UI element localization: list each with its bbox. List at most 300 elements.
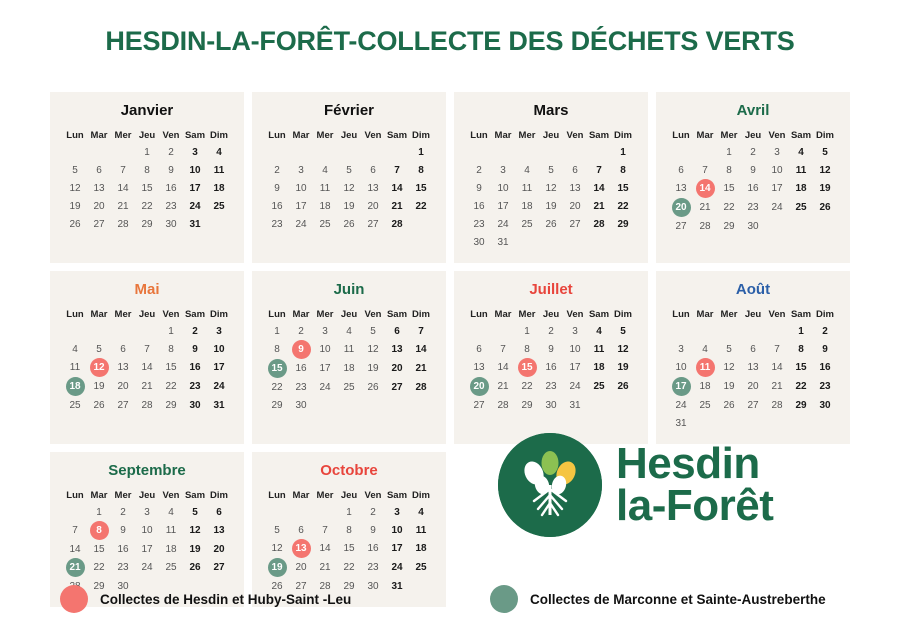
weekday-header: Jeu: [744, 129, 762, 141]
calendar-day-cell: 12: [69, 182, 81, 194]
calendar-day-cell: 29: [93, 580, 105, 592]
calendar-week-row: [63, 179, 231, 197]
calendar-day-cell: 22: [93, 562, 105, 573]
weekday-header: Dim: [816, 129, 834, 141]
calendar-day-cell: 12: [545, 182, 557, 194]
calendar-week-row: [669, 322, 837, 340]
calendar-day-cell: 17: [319, 363, 331, 374]
calendar-empty-cell: [361, 396, 385, 414]
weekday-header: Ven: [364, 308, 382, 320]
calendar-day-cell: 20: [367, 200, 379, 212]
month-name: Mars: [533, 102, 569, 119]
months-row-1: [50, 92, 850, 263]
calendar-day-cell: 22: [165, 381, 177, 392]
calendar-day-cell: 1: [524, 325, 530, 337]
calendar-week-row: [467, 340, 635, 358]
weekday-header: Lun: [268, 129, 286, 141]
calendar-day-cell: 28: [497, 399, 509, 411]
calendar-day-cell: 22: [617, 200, 629, 212]
calendar-day-cell: 26: [271, 580, 283, 592]
calendar-day-cell: 25: [415, 562, 427, 573]
calendar-day-cell: 18: [699, 381, 711, 392]
weekday-header: Jeu: [138, 489, 156, 501]
calendar-day-cell: 21: [415, 363, 427, 374]
calendar-day-cell: 7: [72, 525, 78, 536]
calendar-day-cell: 3: [500, 164, 506, 176]
calendar-day-cell: 10: [391, 524, 403, 536]
weekday-header: Ven: [162, 489, 180, 501]
calendar-day-cell: 4: [216, 146, 222, 158]
calendar-day-cell: 8: [524, 343, 530, 355]
calendar-day-cell: [693, 179, 717, 198]
calendar-day-cell: [63, 558, 87, 577]
calendar-week-row: [467, 215, 635, 233]
calendar-day-cell: 3: [678, 343, 684, 355]
calendar-day-cell: 25: [521, 218, 533, 230]
weekday-header: Ven: [364, 129, 382, 141]
month-name: Mai: [134, 281, 160, 298]
weekday-header: Mar: [696, 308, 714, 320]
calendar-day-cell: 14: [69, 543, 81, 555]
calendar-week-row: [265, 503, 433, 521]
calendar-day-cell: 22: [415, 200, 427, 212]
weekday-header: Ven: [162, 129, 180, 141]
calendar-day-cell: 14: [593, 182, 605, 194]
calendar-day-cell: 3: [774, 146, 780, 158]
calendar-day-cell: 5: [72, 164, 78, 176]
calendar-day-cell: 11: [165, 525, 177, 536]
calendar-day-cell: 27: [213, 562, 225, 573]
calendar-day-cell: 28: [593, 218, 605, 230]
calendar-week-row: [467, 358, 635, 377]
calendar-week-row: [265, 161, 433, 179]
weekday-header: Jeu: [542, 308, 560, 320]
calendar-day-cell: 16: [473, 200, 485, 212]
calendar-empty-cell: [313, 396, 337, 414]
calendar-day-cell: 25: [795, 202, 807, 213]
calendar-empty-cell: [515, 143, 539, 161]
calendar-day-cell: 21: [319, 562, 331, 573]
weekday-header: Mer: [316, 489, 334, 501]
month-calendar-table: [669, 306, 837, 432]
month-card: [252, 92, 446, 263]
calendar-day-cell: 2: [274, 164, 280, 176]
logo-text-line2: la-Forêt: [616, 481, 774, 530]
calendar-day-cell: 22: [521, 381, 533, 392]
calendar-week-row: [63, 503, 231, 521]
calendar-day-cell: 5: [548, 164, 554, 176]
calendar-day-cell: 27: [569, 218, 581, 230]
weekday-header: Dim: [614, 129, 632, 141]
calendar-day-cell: 18: [795, 183, 807, 194]
calendar-day-cell: 11: [319, 182, 331, 194]
calendar-day-cell: 17: [213, 362, 225, 373]
weekday-header: Dim: [412, 308, 430, 320]
calendar-day-cell: 17: [189, 182, 201, 194]
calendar-day-cell: 21: [771, 381, 783, 392]
calendar-day-cell: 10: [213, 343, 225, 355]
month-name: Août: [735, 281, 771, 298]
calendar-day-cell: 19: [819, 183, 831, 194]
calendar-empty-cell: [587, 143, 611, 161]
calendar-day-cell: 29: [343, 580, 355, 592]
calendar-day-cell: [669, 198, 693, 217]
calendar-day-cell: 28: [771, 399, 783, 411]
collection-day-marker-pink: 8: [90, 521, 109, 540]
calendar-day-cell: 31: [569, 399, 581, 411]
calendar-day-cell: 19: [189, 543, 201, 555]
calendar-day-cell: 2: [750, 146, 756, 158]
calendar-day-cell: 12: [189, 525, 201, 536]
weekday-header: Dim: [816, 308, 834, 320]
calendar-empty-cell: [539, 233, 563, 251]
calendar-day-cell: 21: [699, 202, 711, 213]
calendar-day-cell: 30: [819, 399, 831, 411]
calendar-day-cell: 23: [473, 218, 485, 230]
calendar-day-cell: 6: [298, 524, 304, 536]
calendar-day-cell: 1: [96, 506, 102, 518]
month-calendar-table: [467, 127, 635, 251]
calendar-day-cell: 7: [702, 164, 708, 176]
calendar-empty-cell: [265, 143, 289, 161]
calendar-day-cell: 2: [192, 325, 198, 337]
calendar-day-cell: 11: [521, 182, 533, 194]
calendar-day-cell: [265, 359, 289, 378]
calendar-empty-cell: [563, 233, 587, 251]
calendar-week-row: [265, 539, 433, 558]
calendar-day-cell: 26: [367, 381, 379, 393]
calendar-day-cell: 24: [391, 562, 403, 573]
calendar-day-cell: 6: [370, 164, 376, 176]
calendar-day-cell: 7: [500, 343, 506, 355]
calendar-day-cell: 2: [548, 325, 554, 337]
month-name: Février: [323, 102, 375, 119]
calendar-day-cell: 23: [271, 218, 283, 230]
calendar-day-cell: 3: [192, 146, 198, 158]
calendar-week-row: [63, 358, 231, 377]
legend-item-pink: [60, 585, 490, 613]
weekday-header: Lun: [268, 308, 286, 320]
calendar-day-cell: 6: [216, 506, 222, 518]
weekday-header: Mer: [114, 489, 132, 501]
logo: [498, 420, 850, 550]
calendar-week-row: [63, 197, 231, 215]
calendar-day-cell: 9: [370, 524, 376, 536]
calendar-week-row: [265, 378, 433, 396]
calendar-day-cell: 19: [93, 381, 105, 392]
month-name: Septembre: [108, 462, 186, 479]
calendar-day-cell: 1: [620, 146, 626, 158]
calendar-day-cell: 7: [774, 343, 780, 355]
calendar-day-cell: 10: [295, 182, 307, 194]
calendar-day-cell: 27: [675, 220, 687, 232]
calendar-day-cell: 12: [367, 344, 379, 355]
calendar-day-cell: 8: [726, 164, 732, 176]
calendar-day-cell: 10: [319, 344, 331, 355]
calendar-week-row: [63, 340, 231, 358]
calendar-day-cell: 23: [117, 562, 129, 573]
calendar-day-cell: 29: [271, 399, 283, 411]
calendar-day-cell: 9: [750, 164, 756, 176]
calendar-week-row: [669, 143, 837, 161]
calendar-day-cell: 29: [617, 218, 629, 230]
calendar-day-cell: 4: [168, 506, 174, 518]
calendar-empty-cell: [765, 217, 789, 235]
calendar-day-cell: 12: [819, 164, 831, 176]
calendar-day-cell: 15: [795, 362, 807, 373]
calendar-day-cell: 17: [295, 200, 307, 212]
calendar-empty-cell: [313, 143, 337, 161]
calendar-day-cell: 28: [699, 220, 711, 232]
calendar-day-cell: 9: [822, 343, 828, 355]
calendar-week-row: [669, 217, 837, 235]
weekday-header: Ven: [162, 308, 180, 320]
calendar-empty-cell: [207, 215, 231, 233]
calendar-day-cell: 19: [545, 200, 557, 212]
calendar-empty-cell: [63, 503, 87, 521]
calendar-day-cell: 4: [596, 325, 602, 337]
calendar-empty-cell: [789, 217, 813, 235]
calendar-day-cell: 13: [473, 362, 485, 373]
calendar-day-cell: 20: [747, 381, 759, 392]
calendar-empty-cell: [491, 322, 515, 340]
calendar-day-cell: [515, 358, 539, 377]
calendar-week-row: [63, 521, 231, 540]
calendar-day-cell: 6: [750, 343, 756, 355]
calendar-empty-cell: [265, 503, 289, 521]
calendar-day-cell: 6: [96, 164, 102, 176]
calendar-week-row: [669, 358, 837, 377]
calendar-day-cell: 1: [144, 146, 150, 158]
calendar-day-cell: 8: [798, 343, 804, 355]
calendar-day-cell: 2: [822, 325, 828, 337]
calendar-day-cell: 27: [473, 399, 485, 411]
legend: [50, 585, 850, 613]
calendar-day-cell: 16: [189, 362, 201, 373]
calendar-day-cell: 24: [295, 218, 307, 230]
calendar-week-row: [669, 198, 837, 217]
calendar-day-cell: 25: [69, 399, 81, 411]
calendar-day-cell: 27: [367, 218, 379, 230]
calendar-day-cell: 2: [370, 506, 376, 518]
calendar-day-cell: 18: [343, 363, 355, 374]
calendar-day-cell: [289, 340, 313, 359]
calendar-day-cell: 25: [319, 218, 331, 230]
calendar-day-cell: 24: [497, 218, 509, 230]
calendar-day-cell: 20: [391, 363, 403, 374]
calendar-week-row: [265, 179, 433, 197]
calendar-day-cell: 14: [391, 182, 403, 194]
calendar-day-cell: 22: [271, 381, 283, 393]
weekday-header: Mar: [90, 308, 108, 320]
calendar-day-cell: 22: [795, 381, 807, 392]
calendar-day-cell: 29: [521, 399, 533, 411]
month-card: [454, 92, 648, 263]
calendar-day-cell: 26: [545, 218, 557, 230]
calendar-day-cell: 24: [771, 202, 783, 213]
month-calendar-table: [63, 487, 231, 595]
calendar-day-cell: 5: [274, 524, 280, 536]
weekday-header: Mer: [316, 308, 334, 320]
calendar-day-cell: 18: [319, 200, 331, 212]
calendar-day-cell: 15: [723, 183, 735, 194]
calendar-day-cell: 30: [295, 399, 307, 411]
calendar-day-cell: 27: [391, 381, 403, 393]
calendar-day-cell: 24: [569, 381, 581, 392]
green-circle-icon: [490, 585, 518, 613]
calendar-day-cell: 12: [723, 362, 735, 373]
calendar-day-cell: 18: [213, 182, 225, 194]
calendar-week-row: [669, 396, 837, 414]
calendar-day-cell: 14: [319, 543, 331, 554]
calendar-day-cell: 21: [497, 381, 509, 392]
calendar-day-cell: 26: [723, 399, 735, 411]
calendar-day-cell: 16: [545, 362, 557, 373]
calendar-day-cell: 30: [473, 236, 485, 248]
month-card: [656, 271, 850, 444]
calendar-day-cell: 10: [497, 182, 509, 194]
calendar-empty-cell: [409, 215, 433, 233]
weekday-header: Jeu: [340, 129, 358, 141]
weekday-header: Mer: [316, 129, 334, 141]
calendar-day-cell: 18: [521, 200, 533, 212]
calendar-day-cell: 15: [141, 182, 153, 194]
calendar-day-cell: 8: [418, 164, 424, 176]
calendar-day-cell: 21: [117, 200, 129, 212]
calendar-day-cell: 7: [596, 164, 602, 176]
calendar-week-row: [669, 340, 837, 358]
calendar-day-cell: 23: [165, 200, 177, 212]
calendar-day-cell: 26: [69, 218, 81, 230]
calendar-day-cell: 27: [117, 399, 129, 411]
weekday-header: Mar: [90, 489, 108, 501]
calendar-day-cell: 30: [165, 218, 177, 230]
calendar-empty-cell: [337, 143, 361, 161]
weekday-header: Mar: [494, 129, 512, 141]
month-card: [50, 92, 244, 263]
weekday-header: Sam: [386, 129, 408, 141]
weekday-header: Mar: [292, 129, 310, 141]
calendar-day-cell: 24: [213, 381, 225, 392]
calendar-day-cell: 17: [771, 183, 783, 194]
calendar-empty-cell: [409, 396, 433, 414]
calendar-day-cell: 2: [120, 506, 126, 518]
calendar-week-row: [63, 540, 231, 558]
page-title: HESDIN-LA-FORÊT-COLLECTE DES DÉCHETS VERTS: [105, 26, 795, 56]
weekday-header: Mer: [114, 129, 132, 141]
calendar-day-cell: 5: [822, 146, 828, 158]
calendar-day-cell: 24: [319, 381, 331, 393]
calendar-day-cell: 4: [346, 325, 352, 337]
calendar-day-cell: 3: [298, 164, 304, 176]
calendar-day-cell: 13: [93, 182, 105, 194]
calendar-empty-cell: [491, 143, 515, 161]
calendar-day-cell: 7: [322, 524, 328, 536]
calendar-day-cell: 22: [141, 200, 153, 212]
calendar-week-row: [63, 143, 231, 161]
calendar-week-row: [467, 377, 635, 396]
calendar-day-cell: 28: [117, 218, 129, 230]
calendar-week-row: [467, 143, 635, 161]
calendar-day-cell: 1: [726, 146, 732, 158]
calendar-day-cell: 16: [367, 543, 379, 554]
calendar-day-cell: 31: [189, 218, 201, 230]
weekday-header: Jeu: [340, 489, 358, 501]
calendar-day-cell: 14: [141, 362, 153, 373]
calendar-day-cell: 7: [144, 343, 150, 355]
calendar-empty-cell: [765, 322, 789, 340]
calendar-empty-cell: [611, 396, 635, 414]
weekday-header: Mer: [720, 129, 738, 141]
calendar-day-cell: 14: [497, 362, 509, 373]
calendar-day-cell: [289, 539, 313, 558]
calendar-day-cell: 4: [524, 164, 530, 176]
collection-day-marker-green: 21: [66, 558, 85, 577]
collection-day-marker-pink: 9: [292, 340, 311, 359]
calendar-day-cell: 23: [747, 202, 759, 213]
calendar-day-cell: 8: [346, 524, 352, 536]
weekday-header: Ven: [364, 489, 382, 501]
calendar-day-cell: 3: [394, 506, 400, 518]
calendar-day-cell: [467, 377, 491, 396]
month-card: [50, 271, 244, 444]
calendar-week-row: [265, 215, 433, 233]
calendar-empty-cell: [587, 396, 611, 414]
weekday-header: Jeu: [744, 308, 762, 320]
calendar-day-cell: 2: [168, 146, 174, 158]
weekday-header: Jeu: [138, 129, 156, 141]
calendar-day-cell: 25: [593, 381, 605, 392]
calendar-day-cell: 1: [168, 325, 174, 337]
weekday-header: Lun: [470, 308, 488, 320]
weekday-header: Lun: [66, 489, 84, 501]
calendar-day-cell: 11: [593, 343, 605, 355]
weekday-header: Sam: [790, 308, 812, 320]
calendar-day-cell: 20: [213, 543, 225, 555]
calendar-day-cell: 13: [213, 525, 225, 536]
calendar-day-cell: 1: [346, 506, 352, 518]
calendar-day-cell: [693, 358, 717, 377]
weekday-header: Dim: [210, 129, 228, 141]
calendar-day-cell: 18: [165, 543, 177, 555]
calendar-day-cell: 15: [415, 182, 427, 194]
calendar-day-cell: [63, 377, 87, 396]
calendar-day-cell: 21: [593, 200, 605, 212]
calendar-day-cell: 15: [617, 182, 629, 194]
calendar-week-row: [265, 521, 433, 539]
calendar-day-cell: 28: [391, 218, 403, 230]
calendar-week-row: [265, 197, 433, 215]
month-calendar-table: [669, 127, 837, 235]
weekday-header: Jeu: [340, 308, 358, 320]
collection-day-marker-green: 18: [66, 377, 85, 396]
calendar-week-row: [265, 359, 433, 378]
calendar-day-cell: 6: [572, 164, 578, 176]
calendar-week-row: [265, 396, 433, 414]
calendar-day-cell: 11: [69, 362, 81, 373]
calendar-empty-cell: [539, 143, 563, 161]
calendar-day-cell: 11: [343, 344, 355, 355]
month-card: [252, 452, 446, 607]
calendar-empty-cell: [87, 143, 111, 161]
month-calendar-table: [265, 127, 433, 233]
calendar-empty-cell: [337, 396, 361, 414]
calendar-empty-cell: [135, 322, 159, 340]
calendar-day-cell: 16: [819, 362, 831, 373]
legend-label-pink: Collectes de Hesdin et Huby-Saint -Leu: [100, 591, 352, 607]
calendar-day-cell: 27: [93, 218, 105, 230]
calendar-day-cell: 4: [418, 506, 424, 518]
